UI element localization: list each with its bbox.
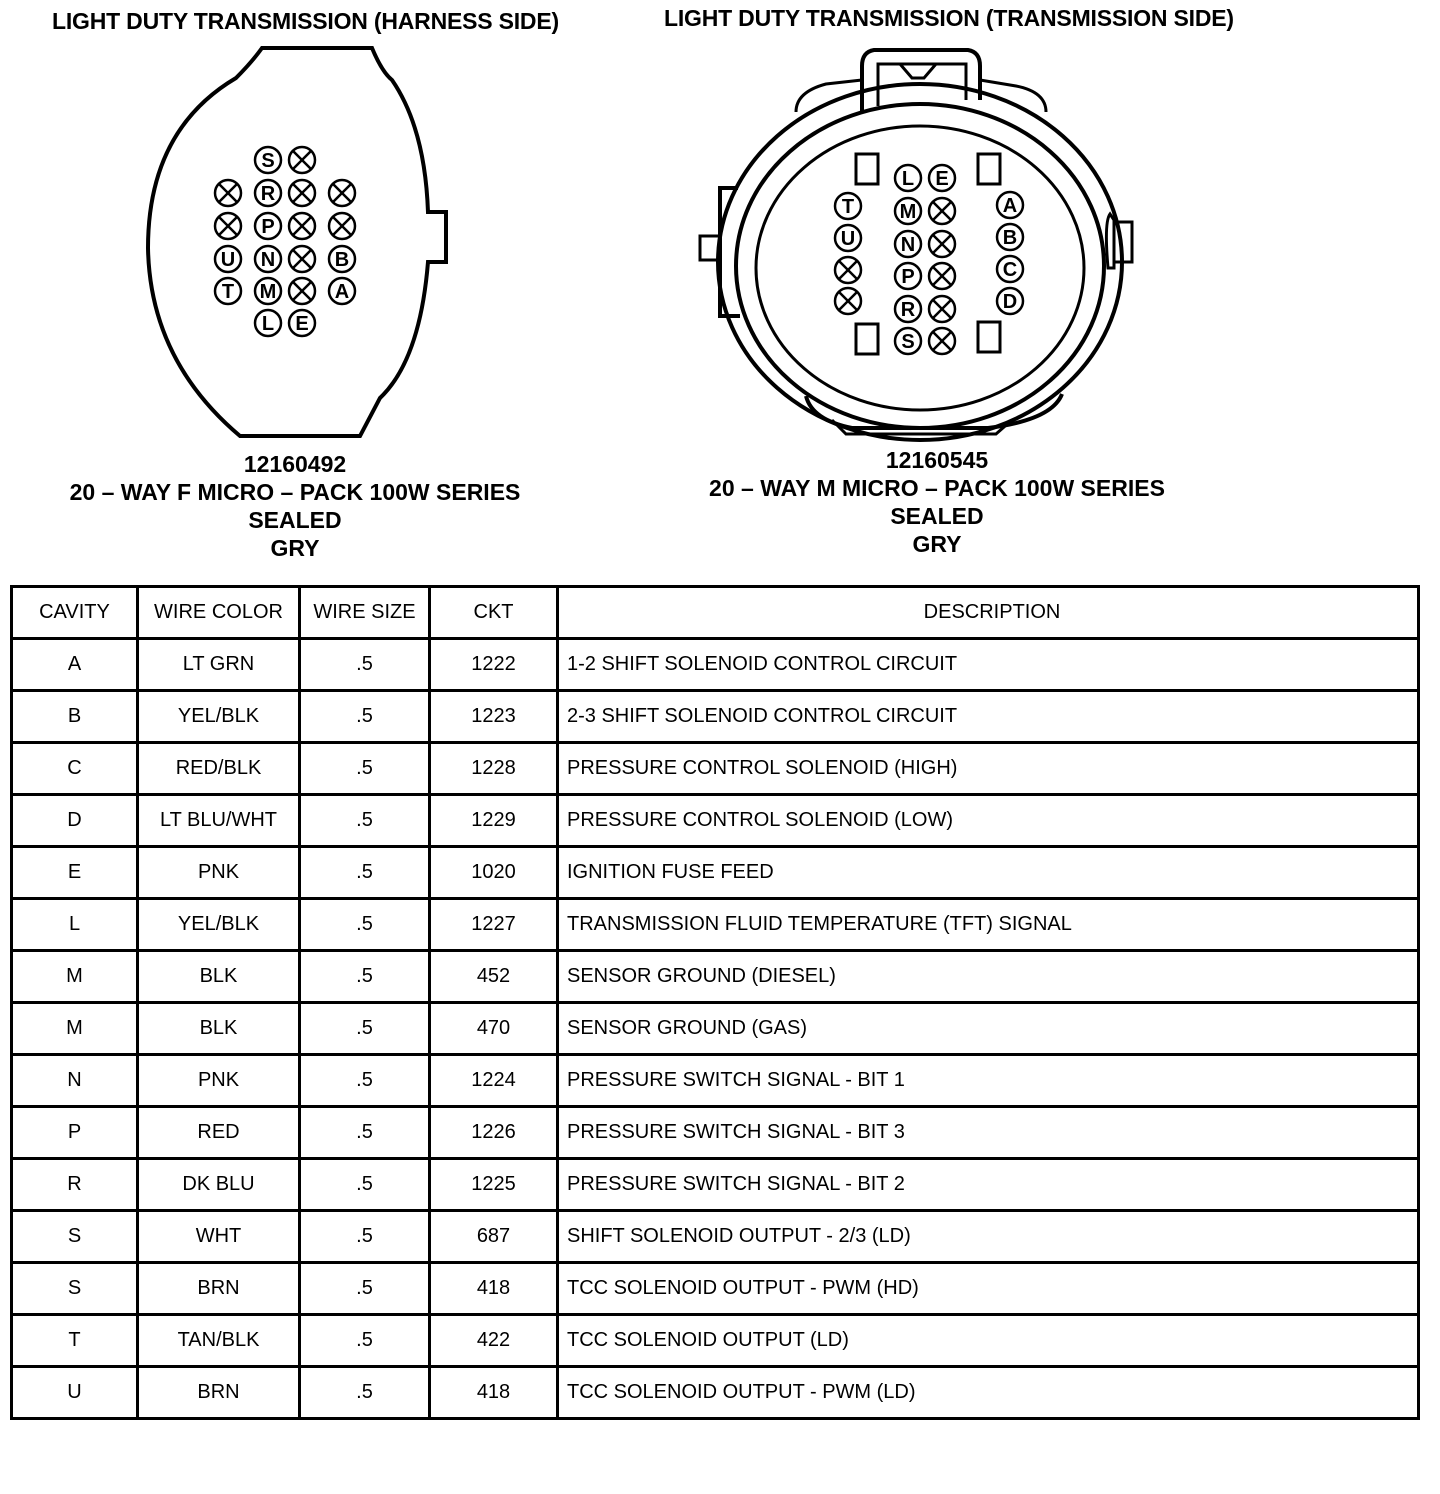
header-cavity: CAVITY (12, 587, 138, 639)
harness-connector-outline (148, 48, 446, 436)
harness-seal: SEALED (248, 507, 342, 533)
cell-description: IGNITION FUSE FEED (558, 847, 1419, 899)
cavity-letter: U (220, 249, 236, 271)
header-wire-color: WIRE COLOR (138, 587, 300, 639)
cell-cavity: L (12, 899, 138, 951)
cavity-letter: M (259, 281, 277, 303)
cell-description: SENSOR GROUND (GAS) (558, 1003, 1419, 1055)
cavity-pin (997, 256, 1023, 282)
cell-description: PRESSURE SWITCH SIGNAL - BIT 2 (558, 1159, 1419, 1211)
empty-cavity-icon (289, 213, 315, 239)
table-row (12, 847, 1419, 899)
table-row (12, 743, 1419, 795)
table-row (12, 899, 1419, 951)
cell-cavity: A (12, 639, 138, 691)
cavity-letter: P (901, 266, 915, 288)
cell-wire-color: PNK (138, 1055, 300, 1107)
cavity-pin (329, 246, 355, 272)
header-wire-size: WIRE SIZE (300, 587, 430, 639)
cell-wire-color: RED/BLK (138, 743, 300, 795)
table-row (12, 1367, 1419, 1419)
cell-cavity: S (12, 1211, 138, 1263)
cavity-letter: B (1002, 227, 1018, 249)
cell-ckt: 1223 (430, 691, 558, 743)
cavity-pin (255, 213, 281, 239)
cell-cavity: S (12, 1263, 138, 1315)
cell-wire-color: YEL/BLK (138, 899, 300, 951)
cavity-letter: B (334, 249, 350, 271)
cavity-letter: L (901, 168, 915, 190)
cell-description: SENSOR GROUND (DIESEL) (558, 951, 1419, 1003)
table-row (12, 1003, 1419, 1055)
cell-cavity: T (12, 1315, 138, 1367)
cavity-pin (215, 278, 241, 304)
table-row (12, 1211, 1419, 1263)
table-row (12, 639, 1419, 691)
cell-wire-color: PNK (138, 847, 300, 899)
cell-description: PRESSURE SWITCH SIGNAL - BIT 3 (558, 1107, 1419, 1159)
cavity-pin (997, 288, 1023, 314)
cell-ckt: 1227 (430, 899, 558, 951)
pinout-table-body (12, 639, 1419, 1419)
cavity-letter: A (334, 281, 350, 303)
cell-cavity: C (12, 743, 138, 795)
cavity-letter: T (841, 196, 855, 218)
harness-caption (40, 450, 550, 562)
cavity-letter: S (901, 331, 915, 353)
cell-wire-color: WHT (138, 1211, 300, 1263)
cavity-pin (997, 192, 1023, 218)
empty-cavity-icon (215, 213, 241, 239)
transmission-pin-grid (835, 165, 1023, 354)
cell-wire-color: DK BLU (138, 1159, 300, 1211)
header-description: DESCRIPTION (558, 587, 1419, 639)
cavity-pin (289, 310, 315, 336)
cavity-letter: R (900, 299, 916, 321)
cell-wire-size: .5 (300, 1159, 430, 1211)
cell-wire-color: YEL/BLK (138, 691, 300, 743)
cavity-letter: A (1002, 195, 1018, 217)
cavity-letter: N (260, 249, 276, 271)
cell-wire-size: .5 (300, 1055, 430, 1107)
cell-wire-size: .5 (300, 743, 430, 795)
cell-cavity: B (12, 691, 138, 743)
table-row (12, 1107, 1419, 1159)
table-header-row (12, 587, 1419, 639)
table-row (12, 1315, 1419, 1367)
empty-cavity-icon (929, 296, 955, 322)
cell-wire-color: LT BLU/WHT (138, 795, 300, 847)
cell-wire-size: .5 (300, 795, 430, 847)
empty-cavity-icon (929, 231, 955, 257)
table-row (12, 1159, 1419, 1211)
transmission-connector-outline (700, 50, 1132, 440)
cell-wire-size: .5 (300, 1315, 430, 1367)
empty-cavity-icon (929, 263, 955, 289)
cavity-pin (215, 246, 241, 272)
cell-wire-size: .5 (300, 899, 430, 951)
harness-color: GRY (270, 535, 320, 561)
cell-ckt: 1226 (430, 1107, 558, 1159)
cell-ckt: 470 (430, 1003, 558, 1055)
cavity-letter: L (261, 313, 275, 335)
cavity-letter: U (840, 228, 856, 250)
empty-cavity-icon (329, 180, 355, 206)
cell-description: PRESSURE CONTROL SOLENOID (HIGH) (558, 743, 1419, 795)
cell-description: 2-3 SHIFT SOLENOID CONTROL CIRCUIT (558, 691, 1419, 743)
cell-description: TCC SOLENOID OUTPUT (LD) (558, 1315, 1419, 1367)
cell-cavity: R (12, 1159, 138, 1211)
cell-wire-color: BLK (138, 1003, 300, 1055)
cell-wire-color: BRN (138, 1263, 300, 1315)
cavity-pin (895, 231, 921, 257)
cell-wire-color: RED (138, 1107, 300, 1159)
cell-ckt: 1225 (430, 1159, 558, 1211)
cavity-letter: E (935, 168, 949, 190)
cell-description: TCC SOLENOID OUTPUT - PWM (HD) (558, 1263, 1419, 1315)
cell-ckt: 1222 (430, 639, 558, 691)
cell-cavity: P (12, 1107, 138, 1159)
cell-ckt: 422 (430, 1315, 558, 1367)
cavity-pin (895, 165, 921, 191)
cell-ckt: 452 (430, 951, 558, 1003)
cavity-pin (255, 278, 281, 304)
cavity-letter: C (1002, 259, 1018, 281)
cell-wire-size: .5 (300, 951, 430, 1003)
cavity-letter: P (261, 216, 275, 238)
cavity-pin (835, 193, 861, 219)
transmission-part-number: 12160545 (885, 447, 989, 473)
cell-description: PRESSURE SWITCH SIGNAL - BIT 1 (558, 1055, 1419, 1107)
cavity-pin (329, 278, 355, 304)
cavity-letter: N (900, 234, 916, 256)
cell-wire-size: .5 (300, 1367, 430, 1419)
empty-cavity-icon (929, 198, 955, 224)
cell-cavity: E (12, 847, 138, 899)
cell-wire-size: .5 (300, 639, 430, 691)
cell-cavity: D (12, 795, 138, 847)
cell-description: TCC SOLENOID OUTPUT - PWM (LD) (558, 1367, 1419, 1419)
cavity-letter: R (260, 183, 276, 205)
cell-ckt: 1228 (430, 743, 558, 795)
transmission-caption (680, 446, 1194, 558)
empty-cavity-icon (289, 246, 315, 272)
cavity-pin (255, 310, 281, 336)
header-ckt: CKT (430, 587, 558, 639)
cavity-letter: M (899, 201, 917, 223)
cavity-pin (895, 198, 921, 224)
cavity-letter: E (295, 313, 309, 335)
transmission-seal: SEALED (890, 503, 984, 529)
empty-cavity-icon (929, 328, 955, 354)
cavity-letter: D (1002, 291, 1018, 313)
cell-ckt: 687 (430, 1211, 558, 1263)
pinout-table (10, 585, 1420, 1420)
cell-cavity: M (12, 1003, 138, 1055)
cell-wire-size: .5 (300, 1107, 430, 1159)
cell-description: PRESSURE CONTROL SOLENOID (LOW) (558, 795, 1419, 847)
cell-ckt: 1224 (430, 1055, 558, 1107)
cell-ckt: 1020 (430, 847, 558, 899)
cell-wire-size: .5 (300, 847, 430, 899)
cell-ckt: 418 (430, 1367, 558, 1419)
transmission-side-title: LIGHT DUTY TRANSMISSION (TRANSMISSION SIDE) (664, 5, 1234, 31)
harness-series: 20 – WAY F MICRO – PACK 100W SERIES (69, 479, 521, 505)
harness-pin-grid (215, 147, 355, 336)
cavity-pin (255, 246, 281, 272)
cavity-letter: S (261, 150, 275, 172)
cell-ckt: 1229 (430, 795, 558, 847)
cell-wire-size: .5 (300, 1003, 430, 1055)
cell-cavity: M (12, 951, 138, 1003)
table-row (12, 1263, 1419, 1315)
cell-wire-color: TAN/BLK (138, 1315, 300, 1367)
cell-wire-color: BRN (138, 1367, 300, 1419)
cell-cavity: N (12, 1055, 138, 1107)
empty-cavity-icon (289, 147, 315, 173)
empty-cavity-icon (289, 180, 315, 206)
cell-wire-size: .5 (300, 691, 430, 743)
cavity-pin (929, 165, 955, 191)
transmission-series: 20 – WAY M MICRO – PACK 100W SERIES (709, 475, 1165, 501)
cell-wire-color: BLK (138, 951, 300, 1003)
table-row (12, 795, 1419, 847)
cavity-letter: T (221, 281, 235, 303)
empty-cavity-icon (835, 257, 861, 283)
cavity-pin (895, 296, 921, 322)
empty-cavity-icon (215, 180, 241, 206)
table-row (12, 691, 1419, 743)
cell-description: TRANSMISSION FLUID TEMPERATURE (TFT) SIGNAL (558, 899, 1419, 951)
cavity-pin (835, 225, 861, 251)
cell-ckt: 418 (430, 1263, 558, 1315)
cell-wire-size: .5 (300, 1211, 430, 1263)
cell-cavity: U (12, 1367, 138, 1419)
cell-description: SHIFT SOLENOID OUTPUT - 2/3 (LD) (558, 1211, 1419, 1263)
cavity-pin (255, 147, 281, 173)
cell-wire-size: .5 (300, 1263, 430, 1315)
transmission-color: GRY (912, 531, 962, 557)
cell-wire-color: LT GRN (138, 639, 300, 691)
harness-side-title: LIGHT DUTY TRANSMISSION (HARNESS SIDE) (52, 8, 559, 34)
empty-cavity-icon (835, 288, 861, 314)
cavity-pin (255, 180, 281, 206)
cavity-pin (997, 224, 1023, 250)
empty-cavity-icon (289, 278, 315, 304)
cell-description: 1-2 SHIFT SOLENOID CONTROL CIRCUIT (558, 639, 1419, 691)
cavity-pin (895, 263, 921, 289)
table-row (12, 1055, 1419, 1107)
harness-part-number: 12160492 (243, 451, 347, 477)
table-row (12, 951, 1419, 1003)
empty-cavity-icon (329, 213, 355, 239)
cavity-pin (895, 328, 921, 354)
